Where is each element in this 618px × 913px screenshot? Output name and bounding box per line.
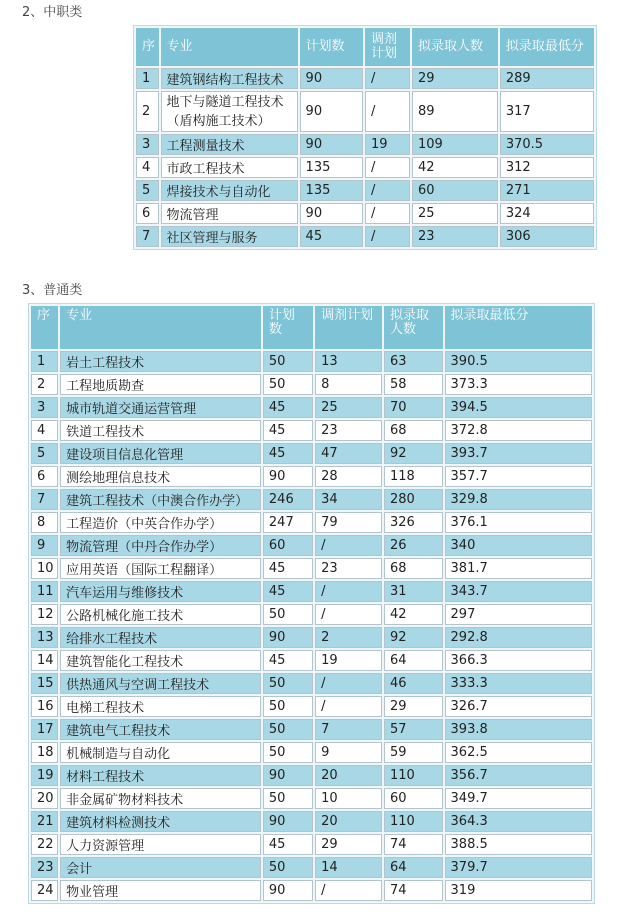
cell-index: 8	[31, 512, 58, 533]
cell-index: 2	[136, 91, 159, 132]
cell-min-score: 349.7	[445, 788, 592, 809]
cell-adjust: 10	[315, 788, 382, 809]
cell-min-score: 317	[500, 91, 594, 132]
cell-index: 7	[136, 226, 159, 247]
cell-index: 5	[136, 180, 159, 201]
cell-adjust: 20	[315, 811, 382, 832]
table-row	[31, 719, 592, 740]
cell-min-score: 394.5	[445, 397, 592, 418]
cell-index: 4	[31, 420, 58, 441]
cell-index: 12	[31, 604, 58, 625]
cell-index: 2	[31, 374, 58, 395]
cell-adjust: 14	[315, 857, 382, 878]
table-row	[31, 374, 592, 395]
cell-adjust: /	[315, 604, 382, 625]
table-row	[136, 226, 594, 247]
cell-index: 5	[31, 443, 58, 464]
cell-admitted: 109	[412, 134, 498, 155]
cell-major: 工程造价（中英合作办学）	[60, 512, 261, 533]
cell-admitted: 29	[412, 68, 498, 89]
cell-adjust: 79	[315, 512, 382, 533]
cell-adjust: 23	[315, 420, 382, 441]
cell-min-score: 356.7	[445, 765, 592, 786]
cell-plan: 90	[300, 91, 363, 132]
cell-plan: 50	[263, 788, 313, 809]
cell-min-score: 306	[500, 226, 594, 247]
cell-admitted: 92	[384, 627, 443, 648]
cell-admitted: 64	[384, 857, 443, 878]
cell-min-score: 289	[500, 68, 594, 89]
cell-admitted: 118	[384, 466, 443, 487]
cell-adjust: /	[315, 535, 382, 556]
cell-adjust: 8	[315, 374, 382, 395]
cell-adjust: 19	[315, 650, 382, 671]
cell-plan: 247	[263, 512, 313, 533]
cell-major: 工程测量技术	[161, 134, 298, 155]
cell-min-score: 388.5	[445, 834, 592, 855]
cell-plan: 50	[263, 719, 313, 740]
cell-index: 13	[31, 627, 58, 648]
cell-major: 建筑智能化工程技术	[60, 650, 261, 671]
cell-index: 11	[31, 581, 58, 602]
cell-admitted: 89	[412, 91, 498, 132]
col-header-major: 专业	[60, 306, 261, 349]
cell-major: 汽车运用与维修技术	[60, 581, 261, 602]
cell-min-score: 366.3	[445, 650, 592, 671]
cell-min-score: 364.3	[445, 811, 592, 832]
col-header-plan: 计划数	[300, 28, 363, 66]
cell-major: 建筑钢结构工程技术	[161, 68, 298, 89]
cell-major: 材料工程技术	[60, 765, 261, 786]
table-row	[136, 157, 594, 178]
cell-adjust: /	[315, 581, 382, 602]
cell-min-score: 340	[445, 535, 592, 556]
cell-adjust: /	[315, 673, 382, 694]
cell-major: 会计	[60, 857, 261, 878]
general-admissions-table	[28, 303, 595, 904]
table-row	[31, 420, 592, 441]
cell-admitted: 68	[384, 420, 443, 441]
cell-major: 给排水工程技术	[60, 627, 261, 648]
cell-index: 3	[136, 134, 159, 155]
cell-index: 20	[31, 788, 58, 809]
table-row	[31, 857, 592, 878]
table-row	[31, 673, 592, 694]
cell-admitted: 70	[384, 397, 443, 418]
cell-min-score: 357.7	[445, 466, 592, 487]
cell-index: 23	[31, 857, 58, 878]
col-header-plan: 计划数	[263, 306, 313, 349]
cell-plan: 45	[263, 581, 313, 602]
cell-admitted: 25	[412, 203, 498, 224]
cell-plan: 90	[263, 765, 313, 786]
cell-major: 建筑材料检测技术	[60, 811, 261, 832]
cell-min-score: 393.7	[445, 443, 592, 464]
cell-plan: 45	[263, 420, 313, 441]
col-header-admitted: 拟录取人数	[412, 28, 498, 66]
table-row	[31, 512, 592, 533]
cell-admitted: 23	[412, 226, 498, 247]
cell-index: 22	[31, 834, 58, 855]
table-row	[31, 558, 592, 579]
cell-major: 城市轨道交通运营管理	[60, 397, 261, 418]
table-row	[31, 489, 592, 510]
cell-index: 1	[136, 68, 159, 89]
cell-index: 10	[31, 558, 58, 579]
cell-plan: 90	[300, 68, 363, 89]
cell-plan: 45	[263, 397, 313, 418]
table-row	[136, 180, 594, 201]
cell-major: 非金属矿物材料技术	[60, 788, 261, 809]
cell-major: 地下与隧道工程技术（盾构施工技术）	[161, 91, 298, 132]
cell-major: 人力资源管理	[60, 834, 261, 855]
cell-admitted: 59	[384, 742, 443, 763]
cell-adjust: 9	[315, 742, 382, 763]
cell-min-score: 312	[500, 157, 594, 178]
cell-adjust: 47	[315, 443, 382, 464]
cell-index: 3	[31, 397, 58, 418]
cell-plan: 50	[263, 604, 313, 625]
cell-admitted: 63	[384, 351, 443, 372]
table-row	[31, 351, 592, 372]
cell-plan: 50	[263, 857, 313, 878]
cell-min-score: 324	[500, 203, 594, 224]
cell-admitted: 326	[384, 512, 443, 533]
cell-adjust: 29	[315, 834, 382, 855]
vocational-admissions-table	[133, 25, 597, 250]
table-row	[31, 880, 592, 901]
cell-adjust: /	[365, 157, 410, 178]
cell-plan: 45	[263, 443, 313, 464]
cell-adjust: /	[365, 203, 410, 224]
cell-major: 物流管理（中丹合作办学）	[60, 535, 261, 556]
cell-plan: 60	[263, 535, 313, 556]
table-row	[136, 134, 594, 155]
cell-major: 建筑工程技术（中澳合作办学）	[60, 489, 261, 510]
table-row	[31, 788, 592, 809]
cell-min-score: 370.5	[500, 134, 594, 155]
cell-index: 17	[31, 719, 58, 740]
cell-plan: 50	[263, 673, 313, 694]
cell-admitted: 110	[384, 765, 443, 786]
table-row	[136, 91, 594, 132]
col-header-major: 专业	[161, 28, 298, 66]
cell-major: 铁道工程技术	[60, 420, 261, 441]
table-row	[31, 627, 592, 648]
cell-plan: 45	[263, 558, 313, 579]
cell-index: 16	[31, 696, 58, 717]
cell-min-score: 319	[445, 880, 592, 901]
cell-index: 21	[31, 811, 58, 832]
cell-plan: 90	[263, 880, 313, 901]
cell-admitted: 64	[384, 650, 443, 671]
cell-admitted: 42	[384, 604, 443, 625]
cell-adjust: 2	[315, 627, 382, 648]
cell-admitted: 31	[384, 581, 443, 602]
col-header-min-score: 拟录取最低分	[500, 28, 594, 66]
cell-plan: 45	[263, 834, 313, 855]
cell-index: 6	[31, 466, 58, 487]
cell-adjust: /	[315, 696, 382, 717]
cell-plan: 90	[263, 466, 313, 487]
cell-admitted: 58	[384, 374, 443, 395]
cell-adjust: /	[365, 180, 410, 201]
cell-major: 电梯工程技术	[60, 696, 261, 717]
cell-min-score: 379.7	[445, 857, 592, 878]
cell-adjust: /	[365, 226, 410, 247]
cell-min-score: 326.7	[445, 696, 592, 717]
cell-plan: 90	[300, 203, 363, 224]
col-header-adjust: 调剂计划	[315, 306, 382, 349]
table-row	[31, 397, 592, 418]
cell-adjust: /	[365, 68, 410, 89]
table-row	[136, 68, 594, 89]
cell-plan: 90	[263, 811, 313, 832]
cell-plan: 50	[263, 351, 313, 372]
cell-min-score: 373.3	[445, 374, 592, 395]
cell-admitted: 57	[384, 719, 443, 740]
cell-adjust: /	[315, 880, 382, 901]
cell-min-score: 376.1	[445, 512, 592, 533]
col-header-admitted: 拟录取人数	[384, 306, 443, 349]
cell-admitted: 29	[384, 696, 443, 717]
cell-index: 4	[136, 157, 159, 178]
table-row	[31, 604, 592, 625]
cell-major: 建筑电气工程技术	[60, 719, 261, 740]
cell-major: 应用英语（国际工程翻译）	[60, 558, 261, 579]
table-header-row	[31, 306, 592, 349]
cell-major: 机械制造与自动化	[60, 742, 261, 763]
cell-admitted: 110	[384, 811, 443, 832]
table-row	[31, 650, 592, 671]
table-row	[31, 834, 592, 855]
table-row	[136, 203, 594, 224]
cell-index: 24	[31, 880, 58, 901]
table-row	[31, 765, 592, 786]
cell-min-score: 381.7	[445, 558, 592, 579]
cell-adjust: 13	[315, 351, 382, 372]
cell-major: 测绘地理信息技术	[60, 466, 261, 487]
col-header-index: 序	[136, 28, 159, 66]
table-row	[31, 811, 592, 832]
cell-major: 物流管理	[161, 203, 298, 224]
cell-admitted: 60	[412, 180, 498, 201]
cell-index: 15	[31, 673, 58, 694]
cell-min-score: 390.5	[445, 351, 592, 372]
table-row	[31, 581, 592, 602]
cell-major: 公路机械化施工技术	[60, 604, 261, 625]
cell-admitted: 68	[384, 558, 443, 579]
cell-min-score: 329.8	[445, 489, 592, 510]
cell-plan: 90	[263, 627, 313, 648]
cell-plan: 45	[300, 226, 363, 247]
cell-plan: 50	[263, 742, 313, 763]
cell-index: 14	[31, 650, 58, 671]
section-title-general: 3、普通类	[22, 283, 83, 298]
cell-adjust: 20	[315, 765, 382, 786]
cell-major: 物业管理	[60, 880, 261, 901]
cell-plan: 90	[300, 134, 363, 155]
table-row	[31, 466, 592, 487]
cell-adjust: 25	[315, 397, 382, 418]
cell-adjust: 19	[365, 134, 410, 155]
cell-major: 社区管理与服务	[161, 226, 298, 247]
cell-admitted: 74	[384, 880, 443, 901]
cell-plan: 50	[263, 374, 313, 395]
cell-min-score: 292.8	[445, 627, 592, 648]
col-header-adjust: 调剂计划	[365, 28, 410, 66]
cell-min-score: 333.3	[445, 673, 592, 694]
cell-major: 供热通风与空调工程技术	[60, 673, 261, 694]
table-row	[31, 742, 592, 763]
cell-adjust: 28	[315, 466, 382, 487]
cell-min-score: 271	[500, 180, 594, 201]
cell-index: 1	[31, 351, 58, 372]
col-header-index: 序	[31, 306, 58, 349]
cell-plan: 45	[263, 650, 313, 671]
cell-admitted: 60	[384, 788, 443, 809]
cell-index: 18	[31, 742, 58, 763]
cell-admitted: 280	[384, 489, 443, 510]
cell-min-score: 297	[445, 604, 592, 625]
cell-index: 7	[31, 489, 58, 510]
cell-major: 工程地质勘查	[60, 374, 261, 395]
table-header-row	[136, 28, 594, 66]
col-header-min-score: 拟录取最低分	[445, 306, 592, 349]
cell-adjust: /	[365, 91, 410, 132]
cell-min-score: 362.5	[445, 742, 592, 763]
cell-admitted: 42	[412, 157, 498, 178]
cell-admitted: 92	[384, 443, 443, 464]
cell-index: 9	[31, 535, 58, 556]
cell-min-score: 372.8	[445, 420, 592, 441]
cell-major: 市政工程技术	[161, 157, 298, 178]
cell-major: 焊接技术与自动化	[161, 180, 298, 201]
section-title-vocational: 2、中职类	[22, 5, 83, 20]
cell-plan: 135	[300, 157, 363, 178]
cell-admitted: 26	[384, 535, 443, 556]
table-row	[31, 696, 592, 717]
cell-admitted: 74	[384, 834, 443, 855]
table-row	[31, 443, 592, 464]
cell-adjust: 23	[315, 558, 382, 579]
cell-plan: 50	[263, 696, 313, 717]
cell-adjust: 34	[315, 489, 382, 510]
cell-major: 建设项目信息化管理	[60, 443, 261, 464]
cell-adjust: 7	[315, 719, 382, 740]
cell-index: 19	[31, 765, 58, 786]
cell-index: 6	[136, 203, 159, 224]
cell-admitted: 46	[384, 673, 443, 694]
cell-min-score: 393.8	[445, 719, 592, 740]
table-row	[31, 535, 592, 556]
cell-major: 岩土工程技术	[60, 351, 261, 372]
cell-plan: 135	[300, 180, 363, 201]
cell-plan: 246	[263, 489, 313, 510]
cell-min-score: 343.7	[445, 581, 592, 602]
